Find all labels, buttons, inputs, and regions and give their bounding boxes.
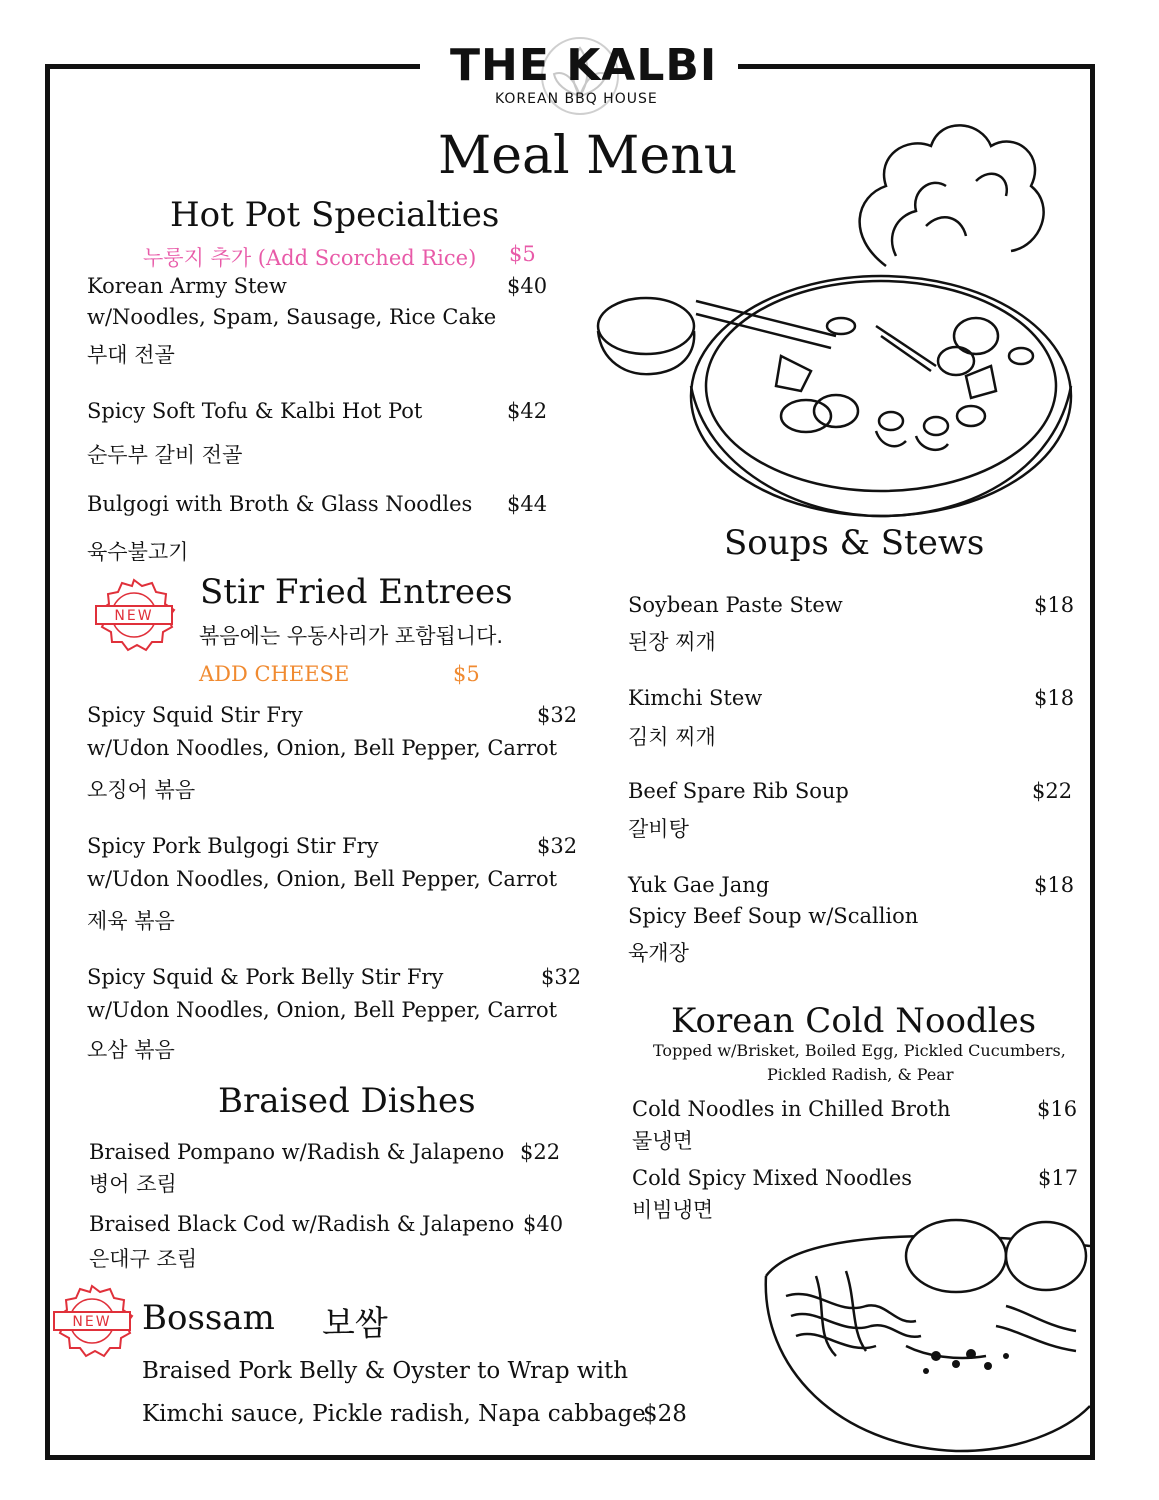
braised-item-korean: 은대구 조림 [89, 1247, 198, 1271]
soups-item-price: $18 [1034, 686, 1075, 710]
bossam-korean: 보쌈 [322, 1304, 388, 1344]
hot-pot-item-desc: w/Noodles, Spam, Sausage, Rice Cake [87, 305, 497, 329]
hot-pot-illustration-icon [596, 86, 1086, 526]
stir-fried-item-name: Spicy Pork Bulgogi Stir Fry [87, 834, 379, 858]
stir-fried-item-name: Spicy Squid & Pork Belly Stir Fry [87, 965, 444, 989]
cold-noodles-item-name: Cold Noodles in Chilled Broth [632, 1097, 951, 1121]
page-title: Meal Menu [438, 126, 738, 186]
hot-pot-item-korean: 육수불고기 [87, 540, 189, 564]
stir-fried-item-desc: w/Udon Noodles, Onion, Bell Pepper, Carrot [87, 867, 558, 891]
stir-fried-addon-price: $5 [453, 662, 480, 686]
stir-fried-heading: Stir Fried Entrees [200, 572, 513, 612]
soups-item-korean: 된장 찌개 [628, 630, 716, 654]
stir-fried-note: 볶음에는 우동사리가 포함됩니다. [199, 624, 504, 648]
hot-pot-addon-label: 누룽지 추가 (Add Scorched Rice) [143, 246, 477, 270]
soups-item-name: Yuk Gae Jang [628, 873, 770, 897]
stir-fried-item-price: $32 [537, 834, 578, 858]
cold-noodles-subtitle: Topped w/Brisket, Boiled Egg, Pickled Cucumbers, [653, 1041, 1066, 1060]
braised-item-name: Braised Pompano w/Radish & Jalapeno [89, 1140, 505, 1164]
hot-pot-item-name: Bulgogi with Broth & Glass Noodles [87, 492, 473, 516]
hot-pot-item-name: Spicy Soft Tofu & Kalbi Hot Pot [87, 399, 423, 423]
soups-item-price: $18 [1034, 593, 1075, 617]
stir-fried-item-korean: 제육 볶음 [87, 909, 175, 933]
bossam-heading: Bossam [142, 1298, 275, 1338]
soups-heading: Soups & Stews [724, 523, 985, 563]
braised-item-price: $40 [523, 1212, 564, 1236]
cold-noodles-item-korean: 비빔냉면 [632, 1198, 714, 1222]
new-badge-label: NEW [114, 608, 154, 624]
new-badge-icon [50, 1284, 134, 1358]
soups-item-price: $18 [1034, 873, 1075, 897]
cold-noodles-item-korean: 물냉면 [632, 1129, 693, 1153]
hot-pot-item-price: $44 [507, 492, 548, 516]
stir-fried-item-desc: w/Udon Noodles, Onion, Bell Pepper, Carrot [87, 998, 558, 1022]
logo-title: THE KALBI [450, 40, 718, 91]
logo-subtitle: KOREAN BBQ HOUSE [495, 91, 658, 107]
bossam-desc-line2: Kimchi sauce, Pickle radish, Napa cabbage [142, 1401, 646, 1427]
stir-fried-item-korean: 오징어 볶음 [87, 778, 196, 802]
new-badge-label: NEW [72, 1314, 112, 1330]
stir-fried-item-price: $32 [537, 703, 578, 727]
soups-item-korean: 갈비탕 [628, 817, 689, 841]
braised-heading: Braised Dishes [218, 1081, 476, 1121]
bossam-desc-line1: Braised Pork Belly & Oyster to Wrap with [142, 1358, 629, 1384]
hot-pot-item-price: $42 [507, 399, 548, 423]
cold-noodles-item-price: $17 [1038, 1166, 1079, 1190]
soups-item-korean: 육개장 [628, 941, 689, 965]
new-badge-icon [92, 578, 176, 652]
hot-pot-addon-price: $5 [509, 242, 536, 266]
stir-fried-item-korean: 오삼 볶음 [87, 1038, 175, 1062]
braised-item-korean: 병어 조림 [89, 1172, 177, 1196]
noodle-bowl-illustration-icon [756, 1216, 1090, 1456]
soups-item-price: $22 [1032, 779, 1073, 803]
soups-item-name: Soybean Paste Stew [628, 593, 843, 617]
bossam-price: $28 [643, 1401, 687, 1427]
soups-item-korean: 김치 찌개 [628, 725, 716, 749]
cold-noodles-subtitle: Pickled Radish, & Pear [767, 1065, 954, 1084]
hot-pot-item-korean: 순두부 갈비 전골 [87, 443, 243, 467]
stir-fried-item-desc: w/Udon Noodles, Onion, Bell Pepper, Carrot [87, 736, 558, 760]
stir-fried-item-name: Spicy Squid Stir Fry [87, 703, 303, 727]
braised-item-name: Braised Black Cod w/Radish & Jalapeno [89, 1212, 515, 1236]
braised-item-price: $22 [520, 1140, 561, 1164]
soups-item-name: Beef Spare Rib Soup [628, 779, 849, 803]
soups-item-desc: Spicy Beef Soup w/Scallion [628, 904, 919, 928]
hot-pot-heading: Hot Pot Specialties [170, 195, 500, 235]
stir-fried-addon-label: ADD CHEESE [199, 662, 350, 686]
stir-fried-item-price: $32 [541, 965, 582, 989]
cold-noodles-heading: Korean Cold Noodles [671, 1001, 1037, 1041]
hot-pot-item-price: $40 [507, 274, 548, 298]
cold-noodles-item-price: $16 [1037, 1097, 1078, 1121]
hot-pot-item-korean: 부대 전골 [87, 343, 175, 367]
cold-noodles-item-name: Cold Spicy Mixed Noodles [632, 1166, 913, 1190]
hot-pot-item-name: Korean Army Stew [87, 274, 287, 298]
soups-item-name: Kimchi Stew [628, 686, 763, 710]
